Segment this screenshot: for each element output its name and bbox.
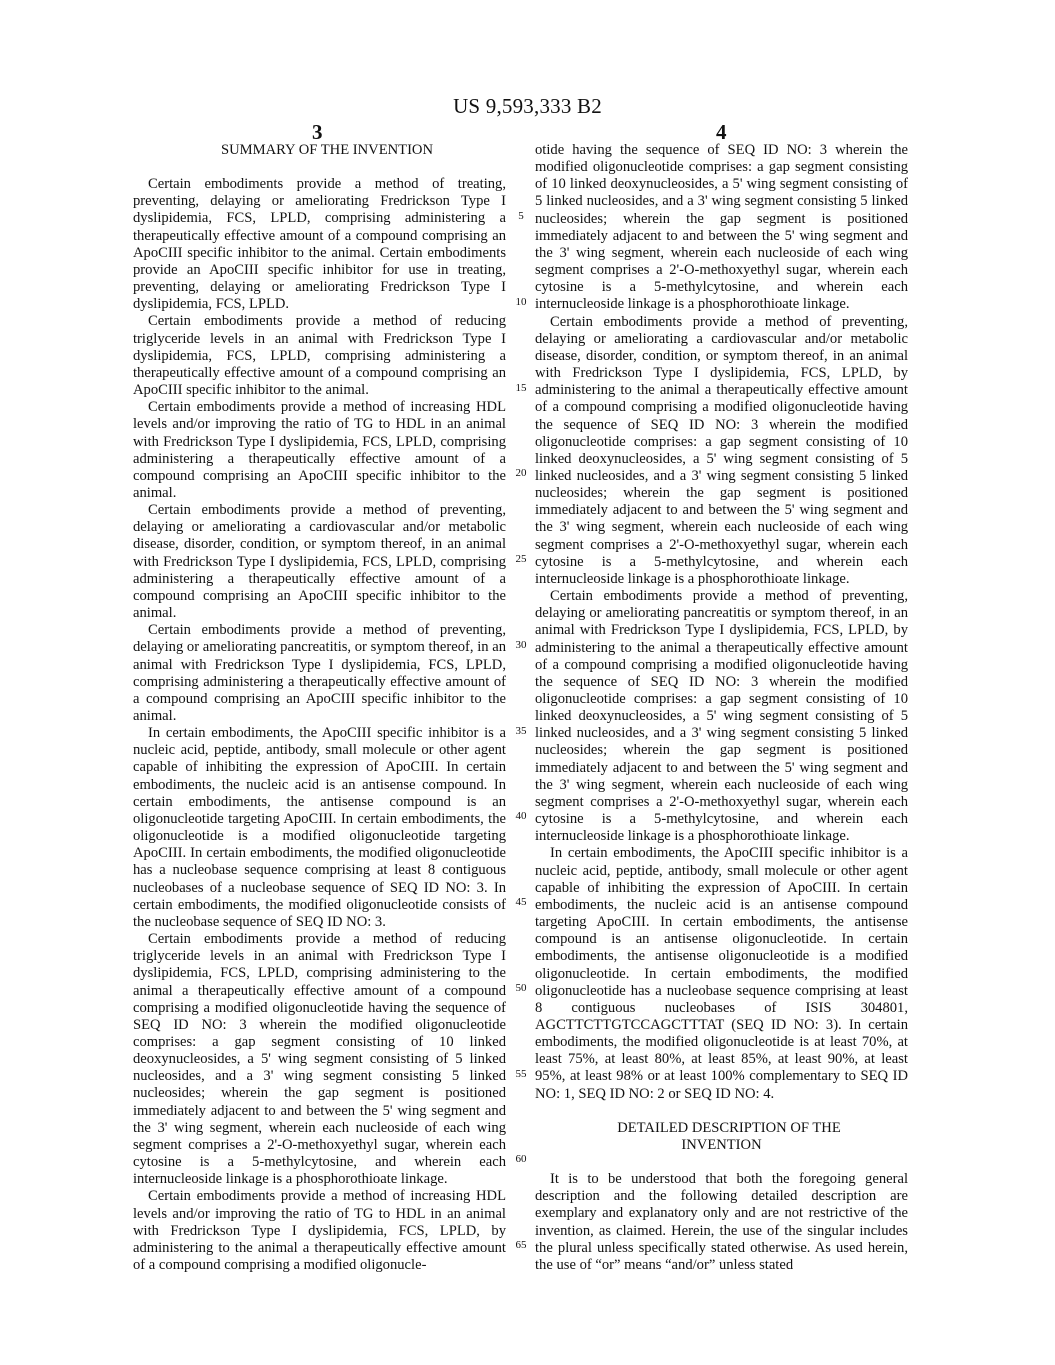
- line-number: 25: [515, 553, 527, 565]
- right-paragraph: In certain embodiments, the ApoCIII specific inhibitor is a nucleic acid, peptide, antibody, small molecule or other agent capable of inhibiting the expression of ApoCIII. In certain embodiments, the nucleic acid is an antisense compound targeting ApoCIII. In certain embodiments, the antisense compound is an antisense oligonucleotide. In certain embodiments, the antisense oligonucleotide is a modified oligonucleotide. In certain embodiments, the modified oligonucleotide has a nucleobase sequence comprising at least 8 contiguous nucleobases of ISIS 304801, AGCTTCTTGTCCAGCTTTAT (SEQ ID NO: 3). In certain embodiments, the modified oligonucleotide is at least 70%, at least 75%, at least 80%, at least 85%, at least 90%, at least 95%, at least 98% or at least 100% complementary to SEQ ID NO: 1, SEQ ID NO: 2 or SEQ ID NO: 4.: [535, 845, 908, 1102]
- left-column: [133, 142, 506, 1274]
- line-number: 65: [515, 1239, 527, 1251]
- line-number: 45: [515, 896, 527, 908]
- left-paragraph: In certain embodiments, the ApoCIII specific inhibitor is a nucleic acid, peptide, antibody, small molecule or other agent capable of inhibiting the expression of ApoCIII. In certain embodiments, the nucleic acid is an antisense compound. In certain embodiments, the antisense compound is an oligonucleotide targeting ApoCIII. In certain embodiments, the oligonucleotide is a modified oligonucleotide targeting ApoCIII. In certain embodiments, the modified oligonucleotide has a nucleobase sequence comprising at least 8 contiguous nucleobases of a nucleobase sequence of SEQ ID NO: 3. In certain embodiments, the modified oligonucleotide consists of the nucleobase sequence of SEQ ID NO: 3.: [133, 725, 506, 930]
- heading-line: DETAILED DESCRIPTION OF THE: [617, 1119, 841, 1136]
- line-number: 10: [515, 296, 527, 308]
- left-paragraph: Certain embodiments provide a method of increasing HDL levels and/or improving the ratio of TG to HDL in an animal with Fredrickson Type I dyslipidemia, FCS, LPLD, comprising administering a therapeutically effective amount of a compound comprising an ApoCIII specific inhibitor to the animal.: [133, 399, 506, 501]
- left-column-number: 3: [312, 120, 323, 144]
- right-paragraph: Certain embodiments provide a method of preventing, delaying or ameliorating pancreatitis or symptom thereof, in an animal with Fredrickson Type I dyslipidemia, FCS, LPLD, by administering to the animal a therapeutically effective amount of a compound comprising a modified oligonucleotide having the sequence of SEQ ID NO: 3 wherein the modified oligonucleotide comprises: a gap segment consisting of 10 linked deoxynucleosides, a 5' wing segment consisting of 5 linked nucleosides, and a 3' wing segment consisting 5 linked nucleosides; wherein the gap segment is positioned immediately adjacent to and between the 5' wing segment and the 3' wing segment, wherein each nucleoside of each wing segment comprises a 2'-O-methoxyethyl sugar, wherein each cytosine is a 5-methylcytosine, and wherein each internucleoside linkage is a phosphorothioate linkage.: [535, 588, 908, 845]
- right-column: [535, 142, 908, 1274]
- right-paragraph: Certain embodiments provide a method of preventing, delaying or ameliorating a cardiovascular and/or metabolic disease, disorder, condition, or symptom thereof, in an animal with Fredrickson Type I dyslipidemia, FCS, LPLD, by administering to the animal a therapeutically effective amount of a compound comprising a modified oligonucleotide having the sequence of SEQ ID NO: 3 wherein the modified oligonucleotide comprises: a gap segment consisting of 10 linked deoxynucleosides, a 5' wing segment consisting of 5 linked nucleosides, and a 3' wing segment consisting 5 linked nucleosides; wherein the gap segment is positioned immediately adjacent to and between the 5' wing segment and the 3' wing segment, wherein each nucleoside of each wing segment comprises a 2'-O-methoxyethyl sugar, wherein each cytosine is a 5-methylcytosine, and wherein each internucleoside linkage is a phosphorothioate linkage.: [535, 313, 908, 587]
- left-paragraph: Certain embodiments provide a method of preventing, delaying or ameliorating a cardiovascular and/or metabolic disease, disorder, condition, or symptom thereof, in an animal with Fredrickson Type I dyslipidemia, FCS, LPLD, comprising administering a therapeutically effective amount of a compound comprising an ApoCIII specific inhibitor to the animal.: [133, 502, 506, 622]
- line-number: 50: [515, 982, 527, 994]
- right-column-number: 4: [716, 120, 727, 144]
- heading-line: INVENTION: [681, 1136, 762, 1153]
- line-number: 5: [518, 210, 524, 222]
- line-number: 20: [515, 467, 527, 479]
- line-number: 35: [515, 725, 527, 737]
- left-paragraph: Certain embodiments provide a method of treating, preventing, delaying or ameliorating Fredrickson Type I dyslipidemia, FCS, LPLD, comprising administering a therapeutically effective amount of a compound comprising an ApoCIII specific inhibitor to the animal. Certain embodiments provide an ApoCIII specific inhibitor for use in treating, preventing, delaying or ameliorating Fredrickson Type I dyslipidemia, FCS, LPLD.: [133, 176, 506, 313]
- left-paragraph: Certain embodiments provide a method of preventing, delaying or ameliorating pancreatitis, or symptom thereof, in an animal with Fredrickson Type I dyslipidemia, FCS, LPLD, comprising administering a therapeutically effective amount of a compound comprising an ApoCIII specific inhibitor to the animal.: [133, 622, 506, 724]
- line-number: 40: [515, 810, 527, 822]
- left-paragraph: Certain embodiments provide a method of increasing HDL levels and/or improving the ratio of TG to HDL in an animal with Fredrickson Type I dyslipidemia, FCS, LPLD, by administering to the animal a therapeutically effective amount of a compound comprising a modified oligonucle-: [133, 1188, 506, 1273]
- patent-number: US 9,593,333 B2: [453, 94, 602, 118]
- line-number: 60: [515, 1153, 527, 1165]
- right-paragraph: It is to be understood that both the foregoing general description and the following detailed description are exemplary and explanatory only and are not restrictive of the invention, as claimed. Herein, the use of the singular includes the plural unless specifically stated otherwise. As used herein, the use of “or” means “and/or” unless stated: [535, 1171, 908, 1273]
- left-paragraph: Certain embodiments provide a method of reducing triglyceride levels in an animal with Fredrickson Type I dyslipidemia, FCS, LPLD, comprising administering to the animal a therapeutically effective amount of a compound comprising a modified oligonucleotide having the sequence of SEQ ID NO: 3 wherein the modified oligonucleotide comprises: a gap segment consisting of 10 linked deoxynucleosides, a 5' wing segment consisting of 5 linked nucleosides, and a 3' wing segment consisting 5 linked nucleosides; wherein the gap segment is positioned immediately adjacent to and between the 5' wing segment and the 3' wing segment, wherein each nucleoside of each wing segment comprises a 2'-O-methoxyethyl sugar, wherein each cytosine is a 5-methylcytosine, and wherein each internucleoside linkage is a phosphorothioate linkage.: [133, 931, 506, 1188]
- line-number: 15: [515, 382, 527, 394]
- summary-heading: SUMMARY OF THE INVENTION: [220, 142, 434, 158]
- line-number: 55: [515, 1068, 527, 1080]
- line-number: 30: [515, 639, 527, 651]
- detailed-description-heading: [535, 1120, 908, 1154]
- left-paragraph: Certain embodiments provide a method of reducing triglyceride levels in an animal with Fredrickson Type I dyslipidemia, FCS, LPLD, comprising administering a therapeutically effective amount of a compound comprising an ApoCIII specific inhibitor to the animal.: [133, 313, 506, 399]
- right-paragraph: otide having the sequence of SEQ ID NO: 3 wherein the modified oligonucleotide comprises: a gap segment consisting of 10 linked deoxynucleosides, a 5' wing segment consisting of 5 linked nucleosides, and a 3' wing segment consisting 5 linked nucleosides; wherein the gap segment is positioned immediately adjacent to and between the 5' wing segment and the 3' wing segment, wherein each nucleoside of each wing segment comprises a 2'-O-methoxyethyl sugar, wherein each cytosine is a 5-methylcytosine, and wherein each internucleoside linkage is a phosphorothioate linkage.: [535, 142, 908, 313]
